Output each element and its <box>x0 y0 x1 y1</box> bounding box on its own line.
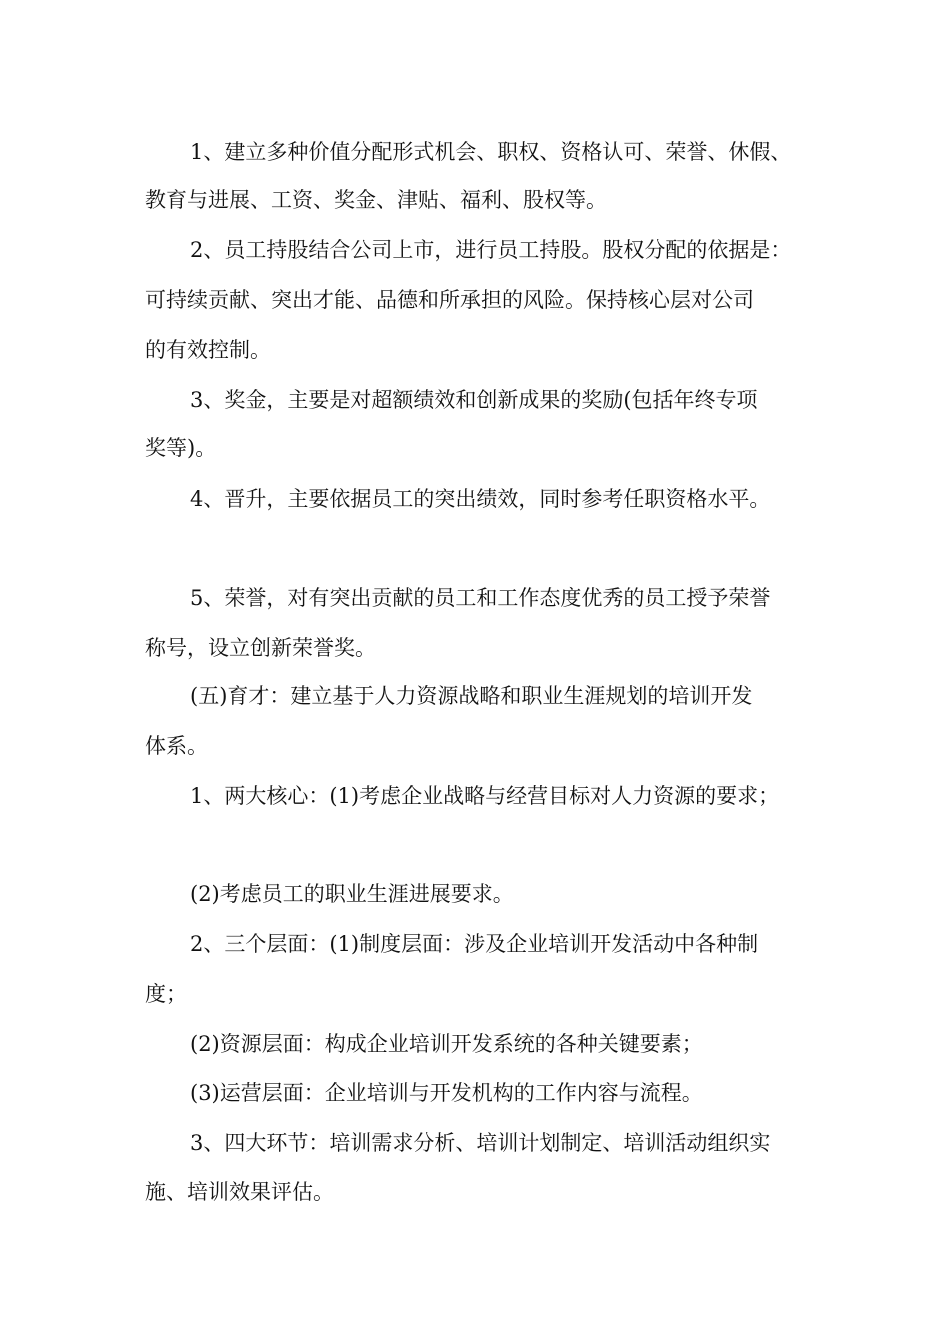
paragraph-line: 1、两大核心：(1)考虑企业战略与经营目标对人力资源的要求； <box>190 784 780 808</box>
paragraph-line: (3)运营层面：企业培训与开发机构的工作内容与流程。 <box>190 1081 703 1105</box>
paragraph-line: 可持续贡献、突出才能、品德和所承担的风险。保持核心层对公司 <box>145 288 754 312</box>
paragraph-line: 奖等)。 <box>145 436 217 460</box>
paragraph-line: 3、奖金，主要是对超额绩效和创新成果的奖励(包括年终专项 <box>190 388 758 412</box>
paragraph-line: 施、培训效果评估。 <box>145 1180 334 1204</box>
paragraph-line: (五)育才：建立基于人力资源战略和职业生涯规划的培训开发 <box>190 684 753 708</box>
paragraph-line: 1、建立多种价值分配形式机会、职权、资格认可、荣誉、休假、 <box>190 140 792 164</box>
paragraph-line: 体系。 <box>145 734 208 758</box>
paragraph-line: 称号，设立创新荣誉奖。 <box>145 636 376 660</box>
paragraph-line: 2、员工持股结合公司上市，进行员工持股。股权分配的依据是： <box>190 238 792 262</box>
paragraph-line: 的有效控制。 <box>145 338 271 362</box>
paragraph-line: 3、四大环节：培训需求分析、培训计划制定、培训活动组织实 <box>190 1131 771 1155</box>
paragraph-line: (2)资源层面：构成企业培训开发系统的各种关键要素； <box>190 1032 703 1056</box>
paragraph-line: 教育与进展、工资、奖金、津贴、福利、股权等。 <box>145 188 607 212</box>
paragraph-line: 4、晋升，主要依据员工的突出绩效，同时参考任职资格水平。 <box>190 487 771 511</box>
paragraph-line: 5、荣誉，对有突出贡献的员工和工作态度优秀的员工授予荣誉 <box>190 586 771 610</box>
paragraph-line: 度； <box>145 982 187 1006</box>
paragraph-line: (2)考虑员工的职业生涯进展要求。 <box>190 882 514 906</box>
paragraph-line: 2、三个层面：(1)制度层面：涉及企业培训开发活动中各种制 <box>190 932 759 956</box>
